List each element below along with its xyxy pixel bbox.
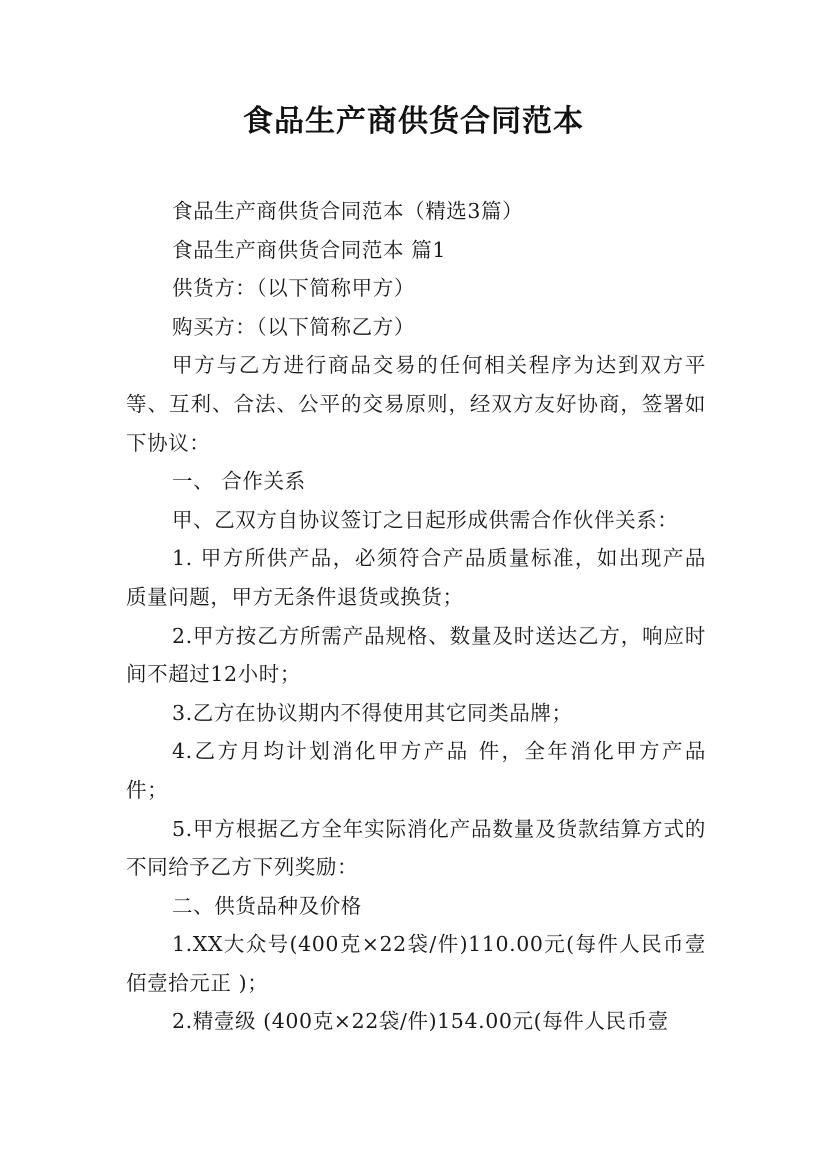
clause-1: 1. 甲方所供产品，必须符合产品质量标准，如出现产品质量问题，甲方无条件退货或换货； bbox=[126, 546, 706, 609]
paragraph-selection-note: 食品生产商供货合同范本（精选3篇） bbox=[172, 199, 524, 223]
product-item-1: 1.XX大众号(400克×22袋/件)110.00元(每件人民币壹佰壹拾元正 )； bbox=[126, 932, 706, 995]
paragraph-section-heading: 食品生产商供货合同范本 篇1 bbox=[172, 237, 446, 262]
paragraph-supplier: 供货方：（以下简称甲方） bbox=[172, 276, 415, 301]
clause-4: 4.乙方月均计划消化甲方产品 件，全年消化甲方产品 件； bbox=[126, 739, 706, 802]
paragraph-buyer: 购买方：（以下简称乙方） bbox=[172, 314, 415, 339]
heading-products-prices: 二、供货品种及价格 bbox=[172, 893, 362, 918]
clause-2: 2.甲方按乙方所需产品规格、数量及时送达乙方，响应时间不超过12小时； bbox=[126, 623, 706, 687]
clause-3: 3.乙方在协议期内不得使用其它同类品牌； bbox=[172, 700, 573, 725]
heading-cooperation: 一、 合作关系 bbox=[172, 469, 306, 494]
paragraph-partnership: 甲、乙双方自协议签订之日起形成供需合作伙伴关系： bbox=[172, 507, 679, 532]
paragraph-preamble: 甲方与乙方进行商品交易的任何相关程序为达到双方平等、互利、合法、公平的交易原则，经双方友好协商，签署如下协议： bbox=[126, 353, 706, 455]
clause-5: 5.甲方根据乙方全年实际消化产品数量及货款结算方式的不同给予乙方下列奖励： bbox=[126, 816, 706, 880]
document-body bbox=[126, 192, 706, 1041]
product-item-2: 2.精壹级 (400克×22袋/件)154.00元(每件人民币壹 bbox=[172, 1009, 669, 1034]
document-title: 食品生产商供货合同范本 bbox=[243, 104, 584, 139]
